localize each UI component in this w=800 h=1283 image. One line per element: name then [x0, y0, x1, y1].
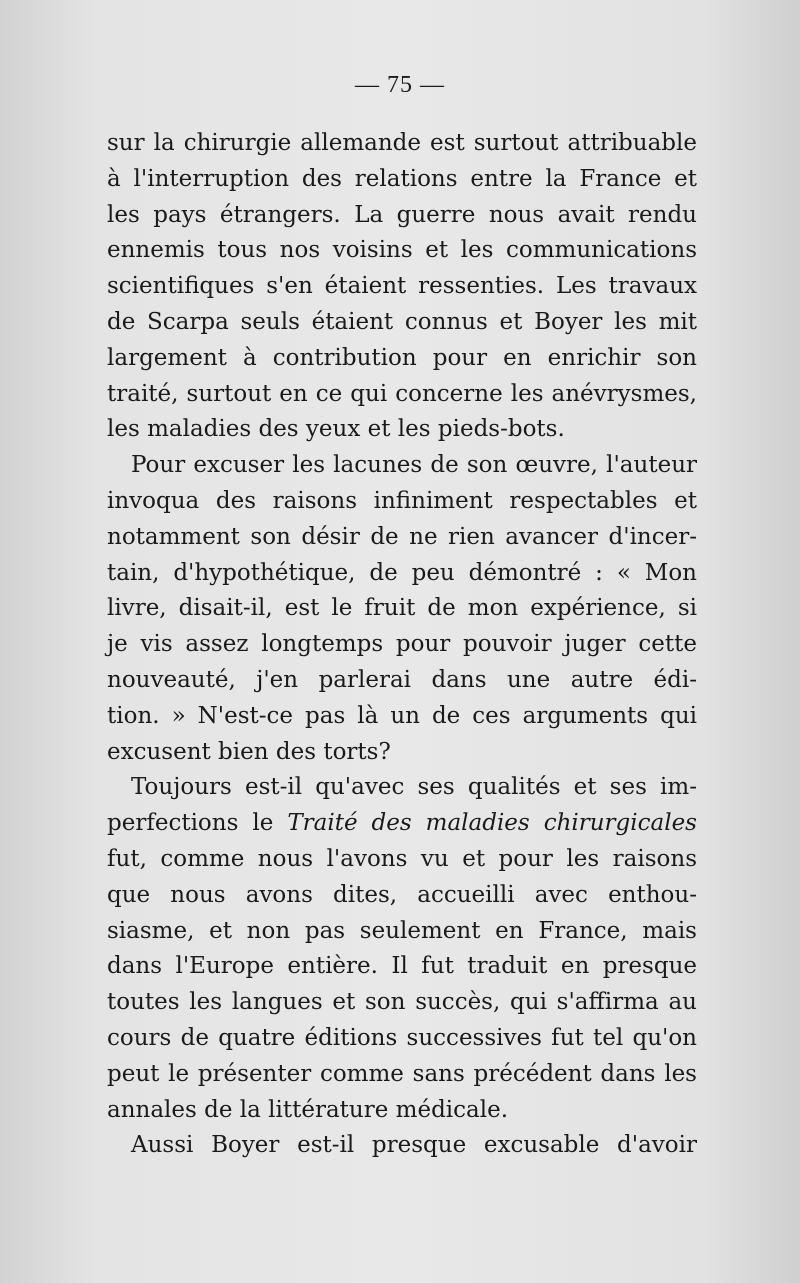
text-line: je vis assez longtemps pour pouvoir juger cette	[107, 631, 697, 658]
text-line: traité, surtout en ce qui concerne les anévrysmes,	[107, 380, 697, 407]
body-text	[107, 126, 697, 1164]
text-line: Aussi Boyer est-il presque excusable d'avoir	[131, 1132, 697, 1159]
text-line: peut le présenter comme sans précédent dans les	[107, 1060, 697, 1087]
text-line: livre, disait-il, est le fruit de mon expérience, si	[107, 595, 697, 622]
text-line: tion. » N'est-ce pas là un de ces arguments qui	[107, 702, 697, 729]
text-line: cours de quatre éditions successives fut tel qu'on	[107, 1024, 697, 1051]
text-line: notamment son désir de ne rien avancer d'incer-	[107, 523, 697, 550]
text-line: Toujours est-il qu'avec ses qualités et ses im-	[131, 774, 697, 801]
text-line: siasme, et non pas seulement en France, mais	[107, 917, 697, 944]
text-line: de Scarpa seuls étaient connus et Boyer les mit	[107, 308, 697, 335]
text-line: toutes les langues et son succès, qui s'affirma au	[107, 989, 697, 1016]
text-line: largement à contribution pour en enrichir son	[107, 344, 697, 371]
text-line: les maladies des yeux et les pieds-bots.	[107, 416, 565, 443]
text-line: que nous avons dites, accueilli avec enthou-	[107, 881, 697, 908]
text-line: à l'interruption des relations entre la France et	[107, 165, 697, 192]
text-line: nouveauté, j'en parlerai dans une autre édi-	[107, 666, 697, 693]
book-title: Traité des maladies chirurgicales	[287, 810, 697, 837]
text-line: Pour excuser les lacunes de son œuvre, l'auteur	[131, 452, 697, 479]
text-line: tain, d'hypothétique, de peu démontré : « Mon	[107, 559, 697, 586]
text-line: annales de la littérature médicale.	[107, 1096, 509, 1123]
text-line: scientifiques s'en étaient ressenties. Les travaux	[107, 273, 697, 300]
text-line: invoqua des raisons infiniment respectables et	[107, 487, 697, 514]
text-line-with-title	[107, 806, 697, 842]
text-line: ennemis tous nos voisins et les communications	[107, 237, 697, 264]
text-fragment: perfections le	[107, 810, 288, 837]
text-line: excusent bien des torts?	[107, 738, 391, 765]
page-number: — 75 —	[355, 72, 445, 98]
text-line: dans l'Europe entière. Il fut traduit en presque	[107, 953, 697, 980]
text-line: sur la chirurgie allemande est surtout attribuable	[107, 130, 697, 156]
text-line: les pays étrangers. La guerre nous avait rendu	[107, 201, 697, 228]
text-line: fut, comme nous l'avons vu et pour les raisons	[107, 845, 697, 872]
